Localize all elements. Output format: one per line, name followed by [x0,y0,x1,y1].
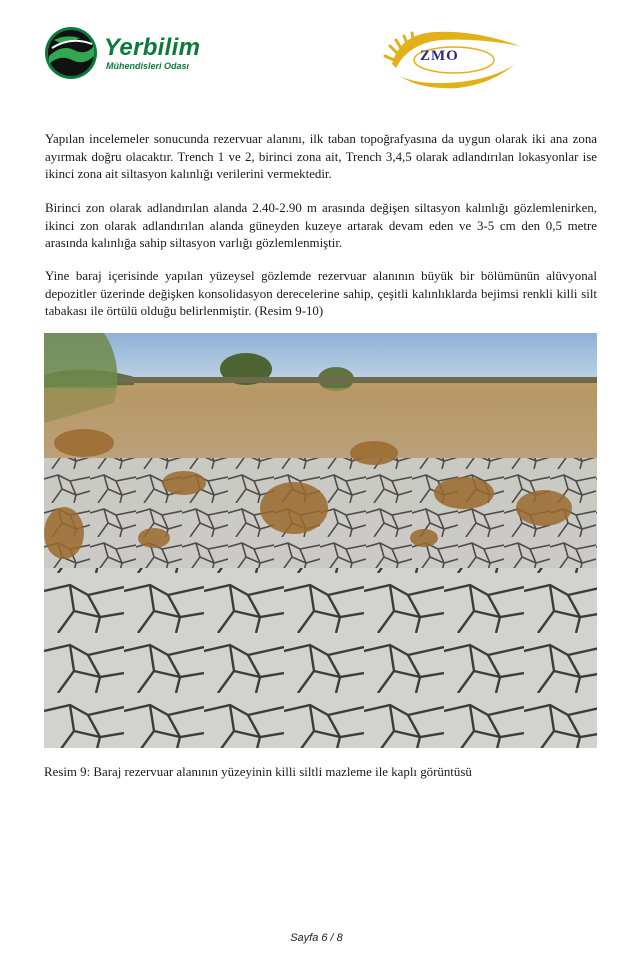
paragraph-2: Birinci zon olarak adlandırılan alanda 2.40-2.90 m arasında değişen siltasyon kalınlığı gözlemlenirken, ikinci zon olarak adlandırılan alanda güneyden kuzeye artarak devam eden ve 3-5 cm den 0,5 metre arasında kalınlığa sahip siltasyon varlığı gözlemlenmiştir. [45,201,597,250]
figure-photo-cracked-reservoir [44,333,597,748]
zmo-logo-text: ZMO [420,48,459,64]
yerbilim-logo-subtitle: Mühendisleri Odası [106,61,190,71]
paragraph-1: Yapılan incelemeler sonucunda rezervuar alanını, ilk taban topoğrafyasına da uygun olarak iki ana zona ayırmak doğru olacaktır. Trench 1 ve 2, birinci zona ait, Trench 3,4,5 olarak adlandırılan lokasyonlar ise ikinci zona ait siltasyon kalınlığı verilerini vermektedir. [45,132,597,181]
figure-caption: Resim 9: Baraj rezervuar alanının yüzeyinin killi siltli mazleme ile kaplı görüntüsü [44,765,472,779]
page-number: Sayfa 6 / 8 [290,932,343,944]
globe-icon [44,26,98,80]
yerbilim-logo [44,26,244,82]
zmo-logo [380,24,530,92]
yerbilim-logo-name: Yerbilim [104,34,201,61]
paragraph-3: Yine baraj içerisinde yapılan yüzeysel gözlemde rezervuar alanının büyük bir bölümünün alüvyonal depozitler üzerinde değişken konsolidasyon derecelerine sahip, çeşitli kalınlıklarda bejimsi renkli killi silt tabakası ile örtülü olduğu belirlenmiştir. (Resim 9-10) [45,269,597,318]
